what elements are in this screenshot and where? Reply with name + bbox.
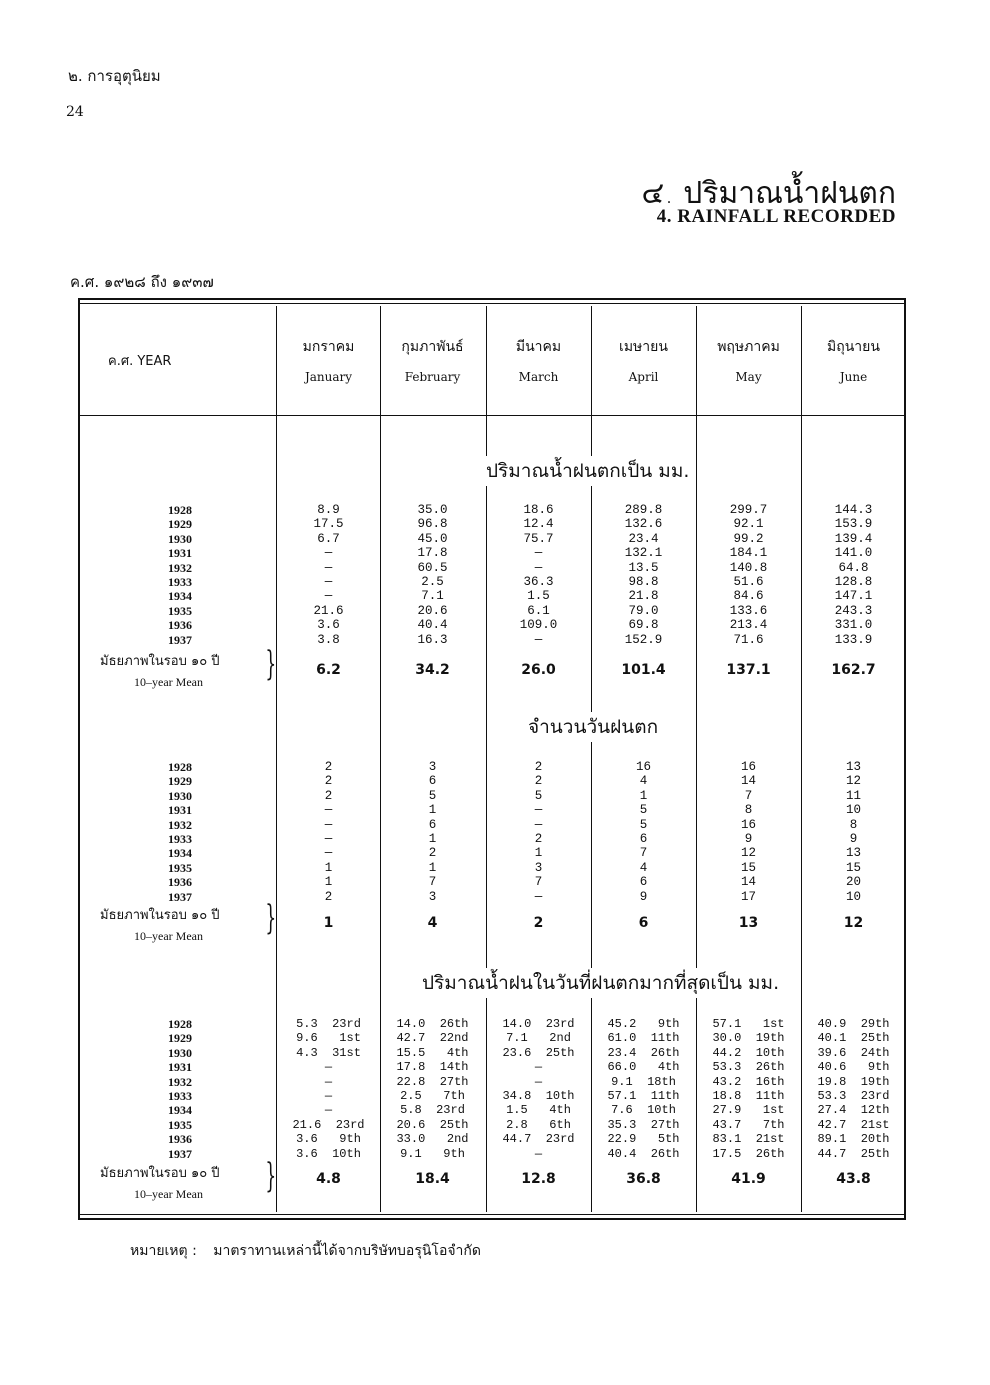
month-header <box>276 336 381 384</box>
data-cell: 289.8 <box>624 503 663 517</box>
year-label: 1929 <box>168 774 192 789</box>
data-cell: 139.4 <box>834 531 873 546</box>
data-cell: 40.1 25th <box>817 1031 890 1046</box>
data-cell: 15 <box>740 860 756 875</box>
month-header <box>801 336 906 384</box>
data-cell: 60.5 <box>417 560 448 575</box>
data-cell: 4 <box>639 774 648 789</box>
data-cell: 42.7 21st <box>817 1117 890 1132</box>
data-cell: 133.6 <box>729 603 768 618</box>
data-cell: 7.6 10th <box>611 1103 676 1118</box>
data-cell: 5 <box>534 788 543 803</box>
data-cell: 8.9 <box>317 503 340 517</box>
data-cell: 71.6 <box>733 632 764 647</box>
data-cell: 69.8 <box>628 618 659 633</box>
mean-label-english: 10–year Mean <box>134 1187 203 1201</box>
brace-icon: } <box>265 898 277 938</box>
data-cell: — <box>324 1060 333 1075</box>
data-cell: — <box>534 817 543 832</box>
data-cell: 3.8 <box>317 632 340 647</box>
data-cell: 1 <box>324 875 333 890</box>
mean-value: 1 <box>323 915 334 931</box>
year-label: 1931 <box>168 1060 192 1075</box>
year-label: 1932 <box>168 560 192 575</box>
month-header-english: April <box>628 370 659 384</box>
data-cell: 53.3 23rd <box>817 1089 890 1103</box>
data-cell: 2 <box>428 846 437 861</box>
year-label: 1930 <box>168 531 192 546</box>
data-cell: 43.2 16th <box>712 1074 785 1089</box>
data-cell: 1 <box>428 860 437 875</box>
data-cell: 40.4 26th <box>607 1146 680 1161</box>
data-cell: 17.5 <box>313 517 344 532</box>
data-cell: 144.3 <box>834 503 873 517</box>
data-cell: 4 <box>639 860 648 875</box>
data-cell: 6 <box>639 875 648 890</box>
mean-value: 43.8 <box>836 1171 871 1187</box>
year-label: 1931 <box>168 546 192 561</box>
year-label: 1937 <box>168 632 192 647</box>
data-cell: 331.0 <box>834 618 873 633</box>
data-cell: — <box>534 546 543 561</box>
data-cell: 27.4 12th <box>817 1103 890 1118</box>
data-cell: — <box>324 589 333 604</box>
data-cell: 13 <box>845 760 861 774</box>
data-cell: 36.3 <box>523 575 554 589</box>
data-cell: 45.2 9th <box>607 1017 680 1031</box>
data-cell: 35.3 27th <box>607 1117 680 1132</box>
section-title: ปริมาณน้ำฝนในวันที่ฝนตกมากที่สุดเป็น มม. <box>416 968 785 998</box>
data-cell: 5 <box>639 817 648 832</box>
data-cell: 2.5 <box>421 575 444 589</box>
data-cell: — <box>324 1074 333 1089</box>
data-cell: 3 <box>534 860 543 875</box>
data-cell: 42.7 22nd <box>396 1031 469 1046</box>
data-cell: 213.4 <box>729 618 768 633</box>
month-header-thai: มิถุนายน <box>827 339 880 355</box>
mean-label-english: 10–year Mean <box>134 675 203 689</box>
header-divider <box>78 415 906 416</box>
data-cell: 23.6 25th <box>502 1045 575 1060</box>
data-cell: 6.1 <box>527 603 550 618</box>
year-label: 1931 <box>168 803 192 818</box>
year-label: 1936 <box>168 875 192 890</box>
data-cell: 6 <box>639 832 648 846</box>
data-cell: 6 <box>428 817 437 832</box>
data-cell: — <box>324 546 333 561</box>
data-cell: 2.5 7th <box>400 1089 465 1103</box>
data-cell: 17 <box>740 889 756 904</box>
data-cell: 12.4 <box>523 517 554 532</box>
mean-label-thai: มัธยภาพในรอบ ๑๐ ปี <box>100 654 220 669</box>
data-cell: 2.8 6th <box>506 1117 571 1132</box>
data-cell: 132.6 <box>624 517 663 532</box>
year-label: 1930 <box>168 1045 192 1060</box>
month-header-english: May <box>735 370 762 384</box>
data-cell: 9.1 9th <box>400 1146 465 1161</box>
month-header-english: February <box>404 370 461 384</box>
data-cell: 5 <box>428 788 437 803</box>
data-cell: 10 <box>845 889 861 904</box>
data-cell: 51.6 <box>733 575 764 589</box>
data-cell: 96.8 <box>417 517 448 532</box>
title-english: 4. RAINFALL RECORDED <box>656 206 896 227</box>
data-cell: 45.0 <box>417 531 448 546</box>
year-label: 1935 <box>168 860 192 875</box>
month-header-english: March <box>518 370 559 384</box>
mean-label <box>100 650 275 690</box>
data-cell: 299.7 <box>729 503 768 517</box>
data-cell: 21.6 23rd <box>292 1117 365 1132</box>
data-cell: 98.8 <box>628 575 659 589</box>
year-label: 1935 <box>168 1117 192 1132</box>
title-thai: ๔. ปริมาณน้ำฝนตก <box>641 176 896 211</box>
data-cell: — <box>534 632 543 647</box>
data-cell: 18.8 11th <box>712 1089 785 1103</box>
year-label: 1933 <box>168 832 192 846</box>
mean-value: 4.8 <box>316 1171 341 1187</box>
data-cell: — <box>534 889 543 904</box>
mean-value: 6.2 <box>316 662 341 678</box>
data-cell: 17.5 26th <box>712 1146 785 1161</box>
month-header <box>486 336 591 384</box>
data-cell: 3 <box>428 760 437 774</box>
mean-value: 2 <box>533 915 544 931</box>
data-cell: — <box>534 803 543 818</box>
data-cell: 44.2 10th <box>712 1045 785 1060</box>
year-label: 1929 <box>168 1031 192 1046</box>
footnote <box>130 1240 481 1262</box>
data-cell: 7 <box>534 875 543 890</box>
data-cell: 19.8 19th <box>817 1074 890 1089</box>
data-cell: 40.6 9th <box>817 1060 890 1075</box>
data-cell: 7 <box>639 846 648 861</box>
mean-value: 12.8 <box>521 1171 556 1187</box>
data-cell: 9 <box>639 889 648 904</box>
data-cell: 9.1 18th <box>611 1074 676 1089</box>
data-cell: 53.3 26th <box>712 1060 785 1075</box>
data-cell: 133.9 <box>834 632 873 647</box>
mean-value: 26.0 <box>521 662 556 678</box>
data-cell: 1.5 <box>527 589 550 604</box>
year-column-header: ค.ศ. YEAR <box>108 354 172 369</box>
data-cell: 2 <box>324 774 333 789</box>
data-cell: 2 <box>324 889 333 904</box>
year-label: 1929 <box>168 517 192 532</box>
data-cell: 44.7 23rd <box>502 1132 575 1147</box>
mean-label <box>100 904 275 944</box>
data-cell: 64.8 <box>838 560 869 575</box>
mean-value: 41.9 <box>731 1171 766 1187</box>
data-cell: 35.0 <box>417 503 448 517</box>
mean-label <box>100 1162 275 1202</box>
data-cell: 184.1 <box>729 546 768 561</box>
mean-value: 4 <box>427 915 438 931</box>
data-cell: — <box>324 560 333 575</box>
data-cell: 17.8 14th <box>396 1060 469 1075</box>
data-cell: 22.9 5th <box>607 1132 680 1147</box>
data-cell: 152.9 <box>624 632 663 647</box>
mean-value: 36.8 <box>626 1171 661 1187</box>
data-cell: — <box>534 1060 543 1075</box>
data-cell: 1.5 4th <box>506 1103 571 1118</box>
data-cell: 243.3 <box>834 603 873 618</box>
data-cell: 132.1 <box>624 546 663 561</box>
data-cell: 23.4 <box>628 531 659 546</box>
mean-value: 13 <box>738 915 759 931</box>
data-cell: 11 <box>845 788 861 803</box>
brace-icon: } <box>265 1156 277 1196</box>
data-cell: — <box>324 832 333 846</box>
data-cell: 5 <box>639 803 648 818</box>
data-cell: 7.1 2nd <box>506 1031 571 1046</box>
year-label: 1930 <box>168 788 192 803</box>
mean-label-english: 10–year Mean <box>134 929 203 943</box>
data-cell: — <box>534 1074 543 1089</box>
data-cell: 12 <box>845 774 861 789</box>
mean-value: 34.2 <box>415 662 450 678</box>
mean-value: 137.1 <box>726 662 771 678</box>
data-cell: 83.1 21st <box>712 1132 785 1147</box>
data-cell: 5.3 23rd <box>296 1017 361 1031</box>
data-cell: 141.0 <box>834 546 873 561</box>
data-cell: 147.1 <box>834 589 873 604</box>
data-cell: 14 <box>740 774 756 789</box>
data-cell: 1 <box>428 832 437 846</box>
data-cell: 57.1 11th <box>607 1089 680 1103</box>
data-cell: 2 <box>324 788 333 803</box>
data-cell: 43.7 7th <box>712 1117 785 1132</box>
data-cell: 20.6 25th <box>396 1117 469 1132</box>
mean-label-thai: มัธยภาพในรอบ ๑๐ ปี <box>100 1166 220 1181</box>
data-cell: 8 <box>849 817 858 832</box>
data-cell: 6.7 <box>317 531 340 546</box>
month-header-thai: มีนาคม <box>515 339 562 355</box>
chapter-header: ๒. การอุตุนิยม <box>68 67 161 85</box>
mean-value: 6 <box>638 915 649 931</box>
data-cell: 99.2 <box>733 531 764 546</box>
year-label: 1934 <box>168 846 192 861</box>
month-header-thai: กุมภาพันธ์ <box>401 339 464 355</box>
year-label: 1928 <box>168 503 192 517</box>
data-cell: — <box>324 1089 333 1103</box>
data-cell: 3.6 <box>317 618 340 633</box>
month-header <box>696 336 801 384</box>
section-title: จำนวนวันฝนตก <box>522 712 664 742</box>
data-cell: 7.1 <box>421 589 444 604</box>
mean-label-thai: มัธยภาพในรอบ ๑๐ ปี <box>100 908 220 923</box>
data-cell: 16 <box>740 817 756 832</box>
data-cell: 17.8 <box>417 546 448 561</box>
data-cell: 66.0 4th <box>607 1060 680 1075</box>
data-cell: — <box>324 817 333 832</box>
year-label: 1936 <box>168 1132 192 1147</box>
data-cell: 2 <box>534 760 543 774</box>
data-cell: 10 <box>845 803 861 818</box>
data-cell: 75.7 <box>523 531 554 546</box>
data-cell: 23.4 26th <box>607 1045 680 1060</box>
data-cell: 9 <box>849 832 858 846</box>
month-header-thai: เมษายน <box>619 339 668 355</box>
data-cell: 15.5 4th <box>396 1045 469 1060</box>
month-header-english: January <box>304 370 353 384</box>
data-cell: 2 <box>534 832 543 846</box>
data-cell: 2 <box>324 760 333 774</box>
data-cell: 40.4 <box>417 618 448 633</box>
data-cell: 34.8 10th <box>502 1089 575 1103</box>
data-cell: 39.6 24th <box>817 1045 890 1060</box>
mean-value: 162.7 <box>831 662 876 678</box>
year-label: 1934 <box>168 1103 192 1118</box>
month-header-thai: พฤษภาคม <box>717 339 780 355</box>
year-label: 1935 <box>168 603 192 618</box>
data-cell: 1 <box>639 788 648 803</box>
data-cell: 4.3 31st <box>296 1045 361 1060</box>
year-range-label: ค.ศ. ๑๙๒๘ ถึง ๑๙๓๗ <box>70 273 214 291</box>
data-cell: — <box>324 575 333 589</box>
data-cell: 20.6 <box>417 603 448 618</box>
data-cell: — <box>324 846 333 861</box>
section-title: ปริมาณน้ำฝนตกเป็น มม. <box>480 456 695 486</box>
data-cell: 109.0 <box>519 618 558 633</box>
data-cell: 1 <box>534 846 543 861</box>
data-cell: 7 <box>428 875 437 890</box>
data-cell: 84.6 <box>733 589 764 604</box>
month-header <box>380 336 485 384</box>
data-cell: 20 <box>845 875 861 890</box>
data-cell: 16.3 <box>417 632 448 647</box>
data-cell: 7 <box>744 788 753 803</box>
year-label: 1933 <box>168 575 192 589</box>
year-label: 1934 <box>168 589 192 604</box>
data-cell: 16 <box>635 760 651 774</box>
mean-value: 101.4 <box>621 662 666 678</box>
month-header <box>591 336 696 384</box>
data-cell: 61.0 11th <box>607 1031 680 1046</box>
data-cell: 5.8 23rd <box>400 1103 465 1118</box>
data-cell: — <box>324 1103 333 1118</box>
data-cell: 21.6 <box>313 603 344 618</box>
data-cell: 3.6 9th <box>296 1132 361 1147</box>
data-cell: 1 <box>428 803 437 818</box>
data-cell: 13 <box>845 846 861 861</box>
month-header-thai: มกราคม <box>302 339 355 355</box>
data-cell: 27.9 1st <box>712 1103 785 1118</box>
data-cell: 18.6 <box>523 503 554 517</box>
data-cell: 8 <box>744 803 753 818</box>
year-label: 1937 <box>168 1146 192 1161</box>
data-cell: 16 <box>740 760 756 774</box>
data-cell: 57.1 1st <box>712 1017 785 1031</box>
data-cell: 128.8 <box>834 575 873 589</box>
year-label: 1928 <box>168 1017 192 1031</box>
page-number: 24 <box>66 104 84 120</box>
data-cell: 6 <box>428 774 437 789</box>
year-label: 1932 <box>168 817 192 832</box>
data-cell: — <box>534 1146 543 1161</box>
data-cell: 140.8 <box>729 560 768 575</box>
data-cell: 14 <box>740 875 756 890</box>
data-cell: 40.9 29th <box>817 1017 890 1031</box>
data-cell: 3 <box>428 889 437 904</box>
brace-icon: } <box>265 644 277 684</box>
data-cell: — <box>534 560 543 575</box>
data-cell: 44.7 25th <box>817 1146 890 1161</box>
rainfall-table <box>78 298 906 1220</box>
footnote-text: มาตราทานเหล่านี้ได้จากบริษัทบอรุนิโอจำกัด <box>213 1243 481 1259</box>
year-label: 1933 <box>168 1089 192 1103</box>
data-cell: 33.0 2nd <box>396 1132 469 1147</box>
data-cell: 1 <box>324 860 333 875</box>
data-cell: 9.6 1st <box>296 1031 361 1046</box>
data-cell: 30.0 19th <box>712 1031 785 1046</box>
year-label: 1928 <box>168 760 192 774</box>
year-label: 1932 <box>168 1074 192 1089</box>
mean-value: 18.4 <box>415 1171 450 1187</box>
data-cell: 14.0 23rd <box>502 1017 575 1031</box>
month-header-english: June <box>839 370 868 384</box>
data-cell: 21.8 <box>628 589 659 604</box>
data-cell: 92.1 <box>733 517 764 532</box>
data-cell: 12 <box>740 846 756 861</box>
footnote-label: หมายเหตุ : <box>130 1243 197 1259</box>
year-label: 1936 <box>168 618 192 633</box>
data-cell: 2 <box>534 774 543 789</box>
data-cell: 9 <box>744 832 753 846</box>
mean-value: 12 <box>843 915 864 931</box>
data-cell: 13.5 <box>628 560 659 575</box>
data-cell: 3.6 10th <box>296 1146 361 1161</box>
year-label: 1937 <box>168 889 192 904</box>
data-cell: 14.0 26th <box>396 1017 469 1031</box>
data-cell: 22.8 27th <box>396 1074 469 1089</box>
data-cell: 153.9 <box>834 517 873 532</box>
data-cell: — <box>324 803 333 818</box>
data-cell: 79.0 <box>628 603 659 618</box>
data-cell: 15 <box>845 860 861 875</box>
data-cell: 89.1 20th <box>817 1132 890 1147</box>
